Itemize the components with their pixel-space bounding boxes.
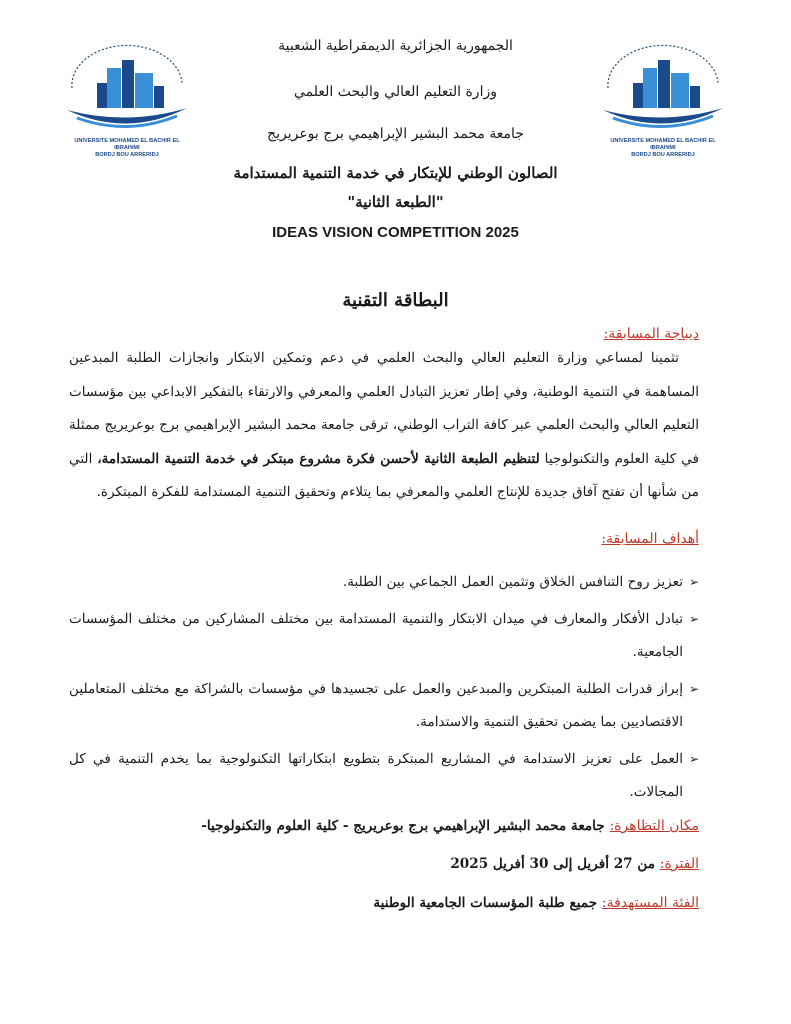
header-university: جامعة محمد البشير الإبراهيمي برج بوعريريج [267, 126, 524, 142]
logo-caption-line1: UNIVERSITE MOHAMED EL BACHIR EL IBRAHIMI [74, 138, 180, 151]
competition-title: IDEAS VISION COMPETITION 2025 [272, 224, 519, 241]
audience-line [69, 895, 699, 911]
logo-caption-line1: UNIVERSITE MOHAMED EL BACHIR EL IBRAHIMI [610, 138, 716, 151]
preamble-paragraph [69, 342, 699, 510]
goal-item [69, 743, 699, 810]
preamble-text-bold: لتنظيم الطبعة الثانية لأحسن فكرة مشروع مبتكر في خدمة التنمية المستدامة، [97, 450, 540, 467]
goal-item [69, 603, 699, 670]
logo-caption-line2: BORDJ BOU ARRERIDJ [631, 152, 695, 158]
audience-label: الفئة المستهدفة: [601, 895, 699, 911]
checkmark-arrow-icon: ➢ [688, 575, 699, 589]
goals-list [69, 566, 699, 813]
checkmark-arrow-icon: ➢ [688, 751, 699, 766]
goal-text: تبادل الأفكار والمعارف في ميدان الابتكار والتنمية المستدامة بين مختلف المشاركين من مختلف المؤسسات الجامعية. [69, 610, 683, 660]
goals-label: أهداف المسابقة: [601, 531, 699, 547]
period-line [69, 856, 699, 872]
goal-item [69, 566, 699, 600]
preamble-text-part1: تثمينا لمساعي وزارة التعليم العالي والبحث العلمي في دعم وتمكين الابتكار وانجازات الطلبة المبدعين المساهمة في التنمية الوطنية، وفي إطار تعزيز التبادل العلمي والمعرفي والارتقاء بالتفكير الابداعي بين مؤسسات التعليم العالي والبحث العلمي عبر كافة التراب الوطني، ترقى جامعة محمد البشير الإبراهيمي برج بوعريريج ممثلة في كلية العلوم والتكنولوجيا [69, 350, 699, 467]
logo-caption-line2: BORDJ BOU ARRERIDJ [95, 152, 159, 158]
technical-card-title: البطاقة التقنية [342, 290, 449, 311]
goal-text: تعزيز روح التنافس الخلاق وتثمين العمل الجماعي بين الطلبة. [342, 574, 683, 590]
venue-line [69, 818, 699, 834]
goal-text: العمل على تعزيز الاستدامة في المشاريع المبتكرة بتطويع ابتكاراتها التكنولوجية بما يخدم التنمية في كل المجالات. [69, 750, 683, 800]
checkmark-arrow-icon: ➢ [688, 611, 699, 626]
preamble-heading [79, 323, 699, 342]
salon-title: الصالون الوطني للإبتكار في خدمة التنمية المستدامة [233, 164, 558, 182]
venue-label: مكان التظاهرة: [609, 818, 699, 834]
header-ministry: وزارة التعليم العالي والبحث العلمي [294, 84, 497, 100]
header-republic: الجمهورية الجزائرية الديمقراطية الشعبية [278, 38, 513, 54]
goal-item [69, 673, 699, 740]
period-value: من 27 أفريل إلى 30 أفريل 2025 [450, 856, 660, 872]
venue-value: جامعة محمد البشير الإبراهيمي برج بوعريريج - كلية العلوم والتكنولوجيا- [201, 818, 610, 834]
goals-heading [79, 528, 699, 547]
period-label: الفترة: [659, 856, 699, 872]
preamble-text-part2: التي من شأنها أن تفتح آفاق جديدة للإنتاج العلمي والمعرفي بما يتلاءم وتحقيق التنمية المستدامة للفكرة المبتكرة. [69, 450, 699, 501]
goal-text: إبراز قدرات الطلبة المبتكرين والمبدعين والعمل على تجسيدها في مؤسسات بالشراكة مع مختلف المتعاملين الاقتصاديين بما يضمن تحقيق التنمية والاستدامة. [69, 680, 683, 730]
edition-title: "الطبعة الثانية" [347, 193, 444, 211]
audience-value: جميع طلبة المؤسسات الجامعية الوطنية [373, 895, 602, 911]
preamble-label: ديباجة المسابقة: [603, 326, 699, 342]
checkmark-arrow-icon: ➢ [688, 681, 699, 696]
